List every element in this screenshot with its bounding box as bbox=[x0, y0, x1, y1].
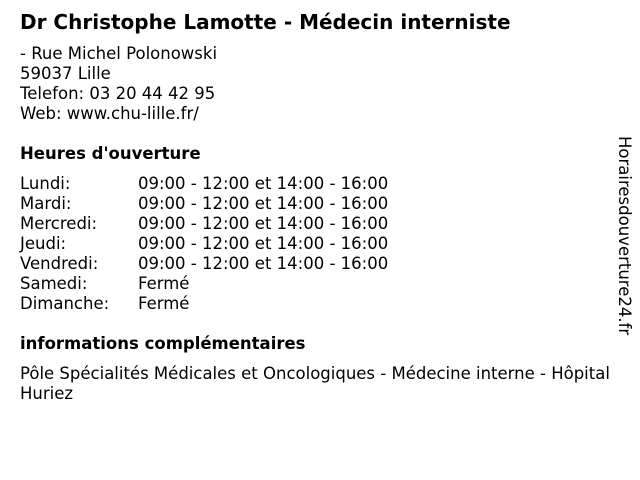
day-label: Vendredi: bbox=[20, 254, 99, 273]
address-city: 59037 Lille bbox=[20, 64, 111, 83]
day-hours: 09:00 - 12:00 et 14:00 - 16:00 bbox=[138, 254, 389, 273]
hours-heading: Heures d'ouverture bbox=[20, 144, 201, 163]
day-label: Samedi: bbox=[20, 274, 88, 293]
day-hours: Fermé bbox=[138, 274, 190, 293]
info-heading: informations complémentaires bbox=[20, 334, 306, 353]
day-label: Jeudi: bbox=[20, 234, 67, 253]
address-street: - Rue Michel Polonowski bbox=[20, 44, 218, 63]
site-watermark: Horairesdouverture24.fr bbox=[615, 136, 634, 336]
website: Web: www.chu-lille.fr/ bbox=[20, 104, 199, 123]
info-text: Pôle Spécialités Médicales et Oncologiques - Médecine interne - Hôpital Huriez bbox=[20, 364, 610, 403]
day-hours: Fermé bbox=[138, 294, 190, 313]
day-hours: 09:00 - 12:00 et 14:00 - 16:00 bbox=[138, 174, 389, 193]
day-hours: 09:00 - 12:00 et 14:00 - 16:00 bbox=[138, 214, 389, 233]
day-label: Mardi: bbox=[20, 194, 72, 213]
day-hours: 09:00 - 12:00 et 14:00 - 16:00 bbox=[138, 234, 389, 253]
phone-number: Telefon: 03 20 44 42 95 bbox=[20, 84, 216, 103]
day-label: Dimanche: bbox=[20, 294, 110, 313]
page-title: Dr Christophe Lamotte - Médecin interniste bbox=[20, 10, 511, 34]
day-label: Mercredi: bbox=[20, 214, 98, 233]
day-hours: 09:00 - 12:00 et 14:00 - 16:00 bbox=[138, 194, 389, 213]
day-label: Lundi: bbox=[20, 174, 71, 193]
